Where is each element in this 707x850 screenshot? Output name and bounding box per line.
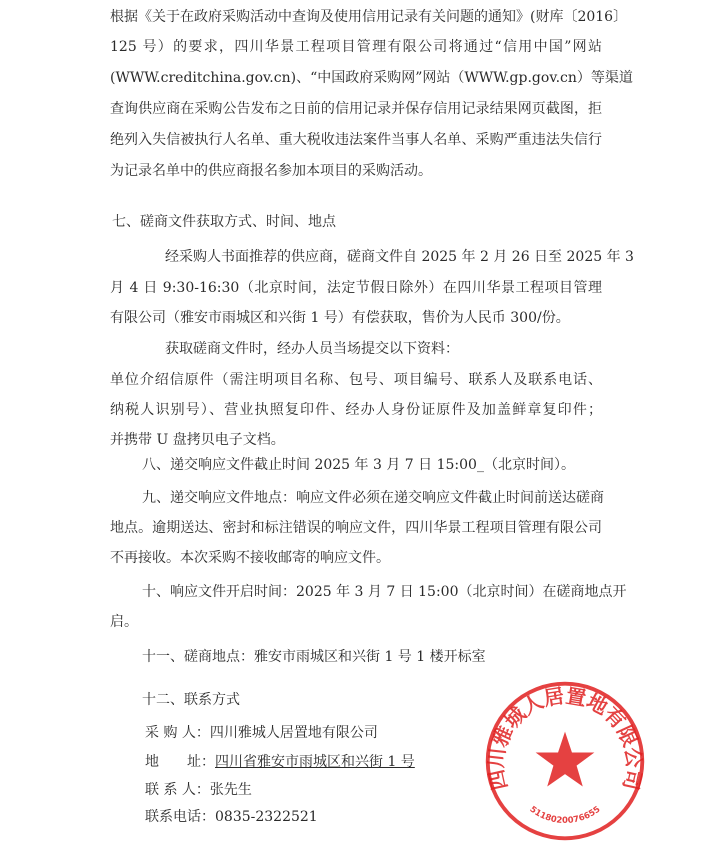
purchaser-row — [145, 723, 378, 743]
section-heading-7: 七、磋商文件获取方式、时间、地点 — [112, 214, 336, 230]
section10-line: 2025 年 3 月 7 日 15:00（北京时间）在磋商地点开 — [296, 584, 627, 600]
section-11: 十一、磋商地点：雅安市雨城区和兴街 1 号 1 楼开标室 — [142, 649, 486, 665]
section-8: 八、递交响应文件截止时间 2025 年 3 月 7 日 15:00_（北京时间）。 — [142, 457, 575, 473]
paragraph-line: 绝列入失信被执行人名单、重大税收违法案件当事人名单、采购严重违法失信行 — [110, 132, 602, 148]
section7-line: 并携带 U 盘拷贝电子文档。 — [110, 432, 285, 448]
address-label: 地 址： — [145, 754, 215, 770]
purchaser-label: 采 购 人： — [145, 725, 210, 741]
seal-number: 5118020076655 — [527, 804, 603, 826]
paragraph-line: 为记录名单中的供应商报名参加本项目的采购活动。 — [110, 163, 432, 179]
section9-line: 地点。逾期送达、密封和标注错误的响应文件，四川华景工程项目管理有限公司 — [110, 520, 602, 536]
purchaser-value: 四川雅城人居置地有限公司 — [209, 725, 378, 741]
section7-line: 获取磋商文件时，经办人员当场提交以下资料： — [165, 341, 459, 357]
address-value: 四川省雅安市雨城区和兴街 1 号 — [215, 754, 415, 770]
section7-line: 经采购人书面推荐的供应商，磋商文件自 2025 年 2 月 26 日至 2025 年 3 — [165, 249, 634, 265]
paragraph-line: 查询供应商在采购公告发布之日前的信用记录并保存信用记录结果网页截图，拒 — [110, 101, 602, 117]
paragraph-line: 125 号）的要求，四川华景工程项目管理有限公司将通过“信用中国”网站 — [110, 39, 602, 55]
phone-value: 0835-2322521 — [215, 809, 318, 825]
company-seal-stamp — [480, 676, 650, 846]
section7-line: 单位介绍信原件（需注明项目名称、包号、项目编号、联系人及联系电话、 — [110, 372, 602, 388]
section7-line: 月 4 日 9:30-16:30（北京时间，法定节假日除外）在四川华景工程项目管理 — [110, 280, 602, 296]
section9-line: 不再接收。本次采购不接收邮寄的响应文件。 — [110, 550, 390, 566]
seal-text: 四川雅城人居置地有限公司 — [483, 683, 647, 793]
section-heading-10: 十、响应文件开启时间： — [142, 584, 296, 600]
phone-row — [145, 807, 318, 827]
section-heading-9: 九、递交响应文件地点： — [142, 490, 296, 506]
contact-label: 联 系 人： — [145, 782, 210, 798]
contact-value: 张先生 — [209, 782, 252, 798]
phone-label: 联系电话： — [145, 809, 215, 825]
section-9-first-line — [142, 488, 604, 508]
star-icon — [536, 732, 595, 787]
section9-line: 响应文件必须在递交响应文件截止时间前送达磋商 — [296, 490, 604, 506]
section10-line: 启。 — [110, 614, 138, 630]
section-heading-12: 十二、联系方式 — [142, 692, 240, 708]
paragraph-line: 根据《关于在政府采购活动中查询及使用信用记录有关问题的通知》(财库〔2016〕 — [110, 9, 628, 25]
section-10-first-line — [142, 582, 627, 602]
section7-line: 有限公司（雅安市雨城区和兴街 1 号）有偿获取，售价为人民币 300/份。 — [110, 310, 570, 326]
address-row — [145, 752, 415, 772]
contact-row — [145, 780, 252, 800]
svg-text:5118020076655 — [528, 805, 603, 826]
section7-line: 纳税人识别号）、营业执照复印件、经办人身份证原件及加盖鲜章复印件； — [110, 402, 602, 418]
paragraph-line: (WWW.creditchina.gov.cn)、“中国政府采购网”网站（WWW.gp.gov.cn）等渠道 — [110, 70, 633, 86]
